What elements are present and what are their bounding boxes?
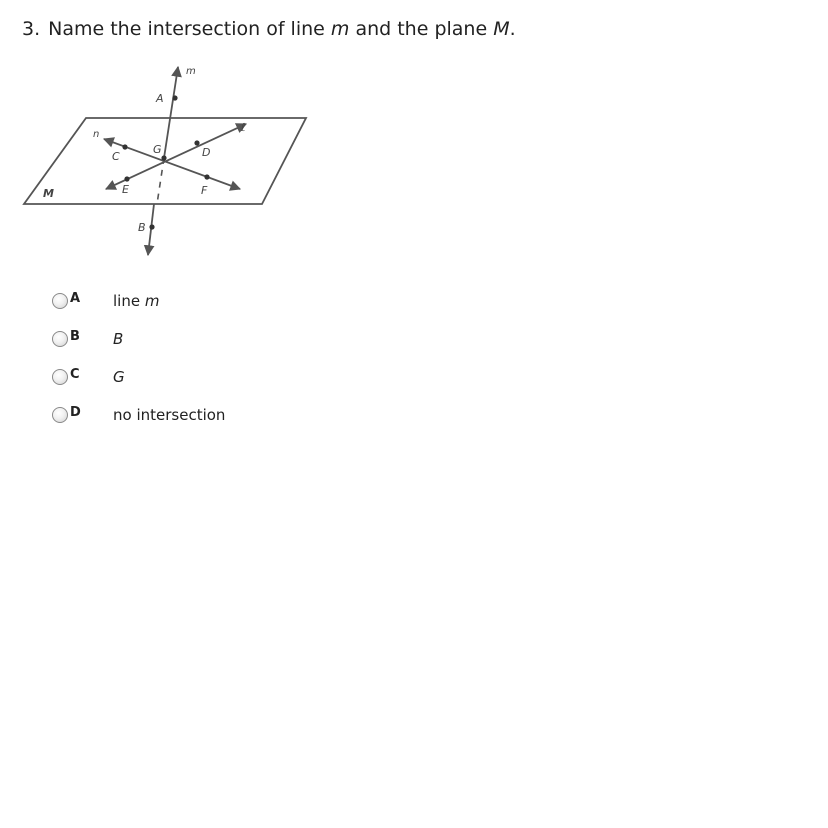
choice-text-a-var: m (144, 292, 160, 310)
label-b: B (138, 221, 146, 234)
point-e (124, 176, 129, 181)
point-d (194, 140, 199, 145)
point-f (204, 174, 209, 179)
choice-letter-d: D (70, 405, 81, 420)
choice-text-b (113, 330, 123, 348)
point-g (161, 155, 166, 160)
label-c: C (112, 150, 120, 163)
choice-text-d-prefix: no intersection (113, 406, 226, 424)
answer-choices (50, 287, 310, 439)
geometry-figure (0, 0, 330, 270)
choice-a[interactable] (50, 287, 310, 325)
line-m-lower (148, 204, 154, 255)
radio-button-b[interactable] (52, 331, 68, 347)
radio-button-a[interactable] (52, 293, 68, 309)
question-text-middle: and the plane (349, 18, 494, 40)
label-d: D (202, 146, 211, 159)
label-e: E (122, 183, 129, 196)
point-c (122, 144, 127, 149)
label-plane-m: M (43, 187, 54, 200)
question-line-var: m (330, 18, 350, 40)
choice-letter-b: B (70, 329, 80, 344)
question-text-after: . (509, 18, 516, 40)
label-n: n (93, 129, 100, 140)
choice-d[interactable] (50, 401, 310, 439)
choice-text-d (113, 406, 225, 424)
point-a (172, 95, 177, 100)
label-f: F (201, 184, 208, 197)
label-g: G (153, 143, 162, 156)
question-text-before: Name the intersection of line (48, 18, 331, 40)
choice-text-c-var: G (113, 368, 125, 386)
radio-button-d[interactable] (52, 407, 68, 423)
label-m: m (186, 66, 196, 77)
choice-b[interactable] (50, 325, 310, 363)
choice-text-a-prefix: line (113, 292, 145, 310)
label-a: A (156, 92, 164, 105)
choice-text-a (113, 292, 159, 310)
choice-letter-a: A (70, 291, 81, 306)
choice-c[interactable] (50, 363, 310, 401)
choice-text-c (113, 368, 125, 386)
question-plane-var: M (493, 18, 510, 40)
choice-letter-c: C (70, 367, 80, 382)
point-b (149, 224, 154, 229)
choice-text-b-var: B (113, 330, 124, 348)
question-number: 3. (22, 18, 41, 40)
radio-button-c[interactable] (52, 369, 68, 385)
label-l: ℓ (241, 121, 246, 134)
